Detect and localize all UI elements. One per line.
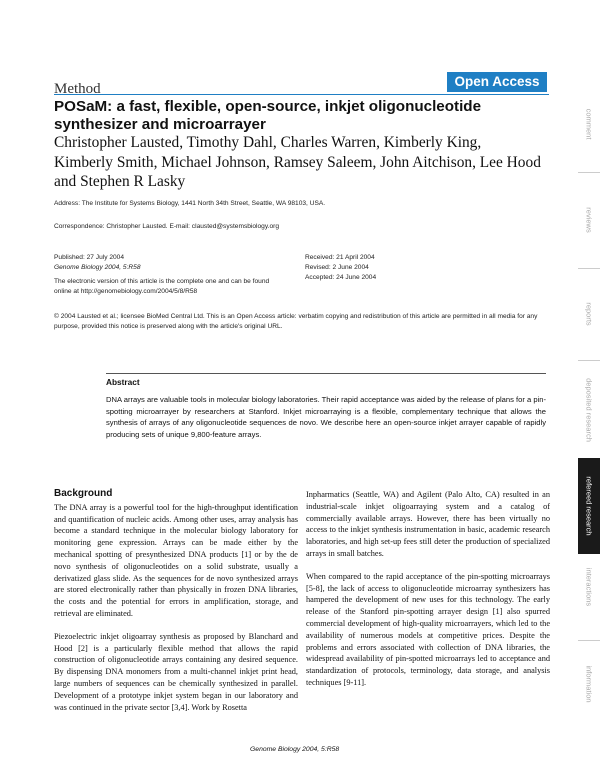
section-heading: Background (54, 488, 113, 499)
tab-divider (578, 172, 600, 173)
tab-divider (578, 268, 600, 269)
tab-divider (578, 640, 600, 641)
tab-label: reviews (584, 207, 594, 233)
tab-divider (578, 360, 600, 361)
body-column-right (306, 489, 550, 700)
author-list: Christopher Lausted, Timothy Dahl, Charles Warren, Kimberly King, Kimberly Smith, Michael Johnson, Ramsey Saleem, John Aitchison, Lee Hood and Stephen R Lasky (54, 134, 541, 190)
published-date: Published: 27 July 2004 (54, 254, 125, 261)
header-rule (54, 94, 549, 95)
tab-label: reports (584, 302, 594, 326)
journal-reference: Genome Biology 2004, 5:R58 (54, 264, 141, 271)
tab-label: information (584, 665, 594, 703)
footer-text: Genome Biology 2004, 5:R58 (250, 746, 340, 753)
tab-deposited-research[interactable] (578, 362, 600, 458)
tab-refereed-research[interactable] (578, 458, 600, 554)
author-address: Address: The Institute for Systems Biology, 1441 North 34th Street, Seattle, WA 98103, USA. (54, 200, 326, 207)
history-dates (305, 253, 505, 283)
tab-label: deposited research (584, 378, 594, 442)
tab-interactions[interactable] (578, 555, 600, 619)
body-column-left (54, 488, 298, 724)
tab-label: interactions (584, 567, 594, 607)
tab-reviews[interactable] (578, 188, 600, 252)
tab-label: comment (584, 108, 594, 140)
revised-date: Revised: 2 June 2004 (305, 264, 369, 271)
page-footer (250, 746, 339, 753)
accepted-date: Accepted: 24 June 2004 (305, 274, 377, 281)
tab-comment[interactable] (578, 92, 600, 156)
received-date: Received: 21 April 2004 (305, 254, 375, 261)
abstract-heading: Abstract (106, 377, 140, 387)
publication-info (54, 253, 284, 297)
paragraph: Piezoelectric inkjet oligoarray synthesis as proposed by Blanchard and Hood [2] is a particularly flexible method that allows the rapid construction of oligonucleotide arrays containing any desired sequence. By dispensing DNA monomers from a multi-channel inkjet print head, large numbers of sequences can be chemically synthesized in parallel. Development of a prototype inkjet system began in our laboratory and was continued in the private sector [3,4]. Work by Rosetta (54, 631, 298, 712)
abstract-text: DNA arrays are valuable tools in molecular biology laboratories. Their rapid acceptance was aided by the release of plans for a pin-spotting microarrayer by researchers at Stanford. Inkjet microarraying is a flexible, complementary technique that allows the synthesis of arrays of any oligonucleotide sequences de novo. We describe here an open-source inkjet arrayer capable of rapidly producing sets of unique 9,800-feature arrays. (106, 395, 546, 439)
copyright-notice: © 2004 Lausted et al.; licensee BioMed Central Ltd. This is an Open Access article: verbatim copying and redistribution of this article are permitted in all media for any purpose, provided this notice is preserved along with the article's original URL. (54, 313, 538, 330)
paragraph: When compared to the rapid acceptance of the pin-spotting microarrays [5-8], the lack of access to oligonucleotide microarray synthesizers has hampered the development of new uses for this technology. The early release of the Stanford pin-spotting arrayer design [1] also spurred commercial development of high-quality microarrayers, which led to the availability of numerous models at competitive prices. Despite the problems and errors associated with collection of DNA libraries, the widespread availability of pin-spotted microarrays led to acceptance and standardization of protocols, terminology, data storage, and analysis techniques [9-11]. (306, 571, 550, 687)
correspondence: Correspondence: Christopher Lausted. E-mail: clausted@systemsbiology.org (54, 223, 280, 230)
article-title: POSaM: a fast, flexible, open-source, inkjet oligonucleotide synthesizer and microarrayer (54, 98, 482, 133)
article-type: Method (54, 81, 101, 97)
paragraph: The DNA array is a powerful tool for the high-throughput identification and quantification of nucleic acids. Among other uses, array analysis has become a standard technique in the molecular biology laboratory for monitoring gene expression. Arrays can be made either by the mechanical spotting of presynthesized DNA products [1] or by the de novo synthesis of oligonucleotides on a solid substrate, usually a derivatized glass slide. As the sequences for de novo synthesized arrays are stored electronically rather than physically in frozen DNA libraries, the costs and the potential for errors in amplification, storage, and retrieval are eliminated. (54, 502, 298, 618)
paragraph: Inpharmatics (Seattle, WA) and Agilent (Palo Alto, CA) resulted in an industrial-scale inkjet oligoarraying system and a catalog of commercially available arrays. However, there has been virtually no access to the inkjet synthesis instrumentation in basic, academic research laboratories, and high set-up fees still deter the production of specialized arrays in small batches. (306, 490, 550, 558)
tab-reports[interactable] (578, 282, 600, 346)
online-note: The electronic version of this article is the complete one and can be found online at http://genomebiology.com/2004/5/8/R58 (54, 278, 270, 295)
tab-label: refereed research (584, 476, 594, 536)
open-access-badge: Open Access (447, 72, 547, 92)
tab-information[interactable] (578, 648, 600, 720)
abstract-box (106, 373, 546, 440)
